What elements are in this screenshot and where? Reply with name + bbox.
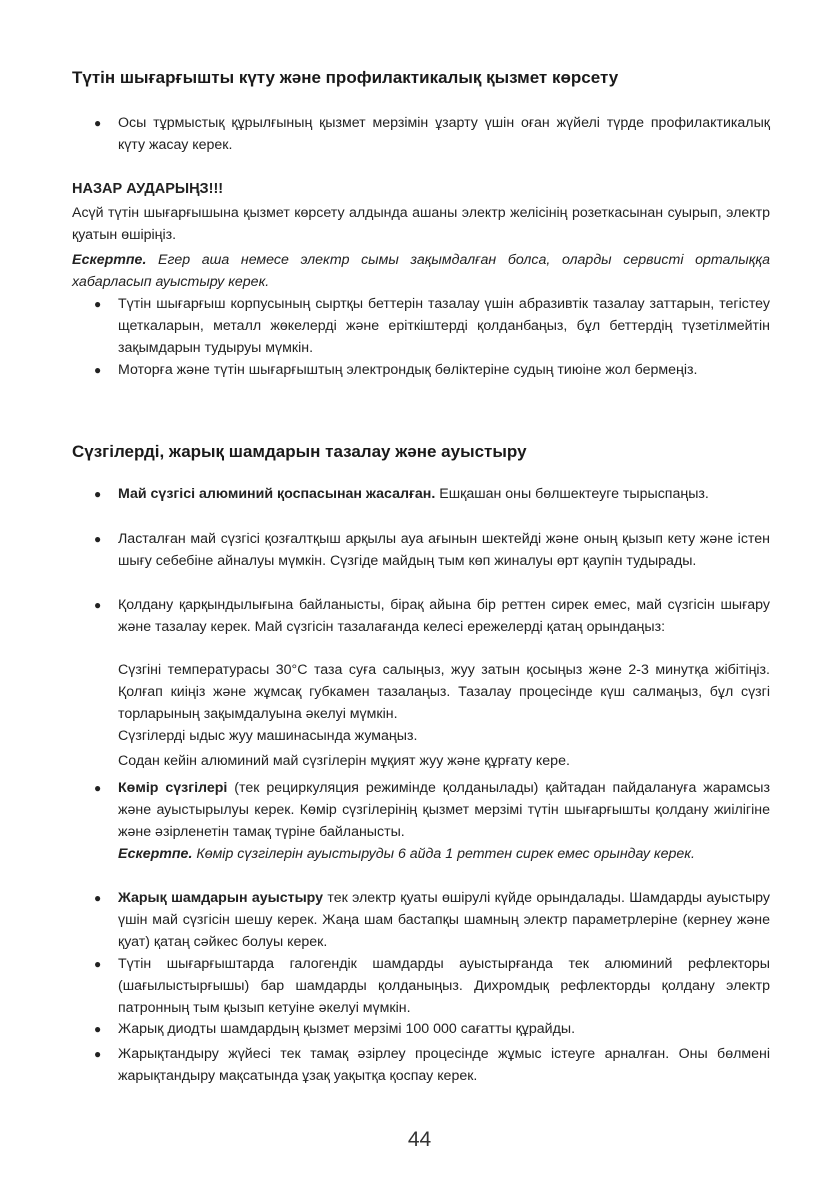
filter-item-7: Жарық диодты шамдардың қызмет мерзімі 100 000 сағатты құрайды. — [118, 1021, 576, 1037]
warning-text: Асүй түтін шығарғышына қызмет көрсету алдында ашаны электр желісінің розеткасынан суырып, электр қуатын өшіріңіз. — [72, 205, 770, 243]
bullet-icon: ● — [94, 487, 102, 501]
bullet-icon: ● — [94, 598, 102, 612]
filter-item-3-paragraph-3: Содан кейін алюминий май сүзгілерін мұқият жуу және құрғату кере. — [118, 753, 570, 769]
maintenance-item-3: Моторға және түтін шығарғыштың электрондық бөліктеріне судың тиюіне жол бермеңіз. — [118, 362, 698, 378]
filter-item-8: Жарықтандыру жүйесі тек тамақ әзірлеу процесінде жұмыс істеуге арналған. Оны бөлмені жарықтандыру мақсатында ұзақ уақытқа қоспау керек. — [118, 1046, 770, 1084]
filter-item-4 — [118, 777, 770, 843]
bullet-icon: ● — [94, 1022, 102, 1036]
note-text: Егер аша немесе электр сымы зақымдалған болса, оларды сервисті орталыққа хабарласып ауыстыру керек. — [72, 252, 770, 290]
note-charcoal-label: Ескертпе. — [118, 846, 193, 862]
bullet-icon: ● — [94, 781, 102, 795]
filter-item-5-text: тек электр қуаты өшірулі күйде орындалады. Шамдарды ауыстыру үшін май сүзгісін шешу керек. Жаңа шам бастапқы шамның электр параметрлеріне (кернеу және қуат) қатаң сәйкес болуы керек. — [118, 890, 770, 950]
filter-item-4-text: (тек рециркуляция режимінде қолданылады) қайтадан пайдалануға жарамсыз және ауыстырылуы керек. Көмір сүзгілерінің қызмет мерзімі түтін шығарғышты қолдану жиілігіне және әзірленетін тамақ түріне байланысты. — [118, 780, 770, 840]
filter-item-3-paragraph-2: Сүзгілерді ыдыс жуу машинасында жумаңыз. — [118, 728, 418, 744]
bullet-icon: ● — [94, 532, 102, 546]
bullet-icon: ● — [94, 116, 102, 130]
filter-item-1-bold: Май сүзгісі алюминий қоспасынан жасалған. — [118, 486, 436, 502]
note-plug — [72, 249, 770, 293]
filter-item-1 — [118, 483, 770, 505]
bullet-icon: ● — [94, 1047, 102, 1061]
page-number: 44 — [407, 1128, 432, 1151]
filter-item-5-bold: Жарық шамдарын ауыстыру — [118, 890, 324, 906]
maintenance-item-2: Түтін шығарғыш корпусының сыртқы беттерін тазалау үшін абразивтік тазалау заттарын, тегістеу щеткаларын, металл жөкелерді және еріткіштерді қолданбаңыз, бұл беттердің түзетілмейтін зақымдарын тудыруы мүмкін. — [118, 296, 770, 356]
bullet-icon: ● — [94, 891, 102, 905]
filter-item-1-text: Ешқашан оны бөлшектеуге тырыспаңыз. — [435, 486, 709, 502]
filter-item-3: Қолдану қарқындылығына байланысты, бірақ айына бір реттен сирек емес, май сүзгісін шығару және тазалау керек. Май сүзгісін тазалағанда келесі ережелерді қатаң орындаңыз: — [118, 597, 770, 635]
filter-item-3-paragraph-1: Сүзгіні температурасы 30°C таза суға салыңыз, жуу затын қосыңыз және 2-3 минутқа жібітіңіз. Қолғап киіңіз және жұмсақ губкамен тазалаңыз. Тазалау процесінде күш салмаңыз, бұл сүзгі торларының зақымдалуына әкелуі мүмкін. — [118, 662, 770, 722]
section-title-maintenance: Түтін шығарғышты күту және профилактикалық қызмет көрсету — [72, 68, 619, 87]
filter-item-4-bold: Көмір сүзгілері — [118, 780, 228, 796]
filter-item-2: Ласталған май сүзгісі қозғалтқыш арқылы ауа ағынын шектейді және оның қызып кету және істен шығу себебіне айналуы мүмкін. Сүзгіде майдың тым көп жиналуы өрт қаупін тудырады. — [118, 531, 770, 569]
note-label: Ескертпе. — [72, 252, 147, 268]
bullet-icon: ● — [94, 957, 102, 971]
note-charcoal-text: Көмір сүзгілерін ауыстыруды 6 айда 1 реттен сирек емес орындау керек. — [192, 846, 695, 862]
maintenance-item-1: Осы тұрмыстық құрылғының қызмет мерзімін ұзарту үшін оған жүйелі түрде профилактикалық күту жасау керек. — [118, 115, 770, 153]
note-charcoal — [118, 843, 770, 865]
warning-title: НАЗАР АУДАРЫҢЗ!!! — [72, 181, 224, 197]
section-title-filters: Сүзгілерді, жарық шамдарын тазалау және ауыстыру — [72, 442, 527, 461]
bullet-icon: ● — [94, 363, 102, 377]
filter-item-6: Түтін шығарғыштарда галогендік шамдарды ауыстырғанда тек алюминий рефлекторы (шағылыстырғышы) бар шамдарды қолданыңыз. Дихромдық рефлекторды қолдану электр патронның тым қызып кетуіне әкелуі мүмкін. — [118, 956, 770, 1016]
filter-item-5 — [118, 887, 770, 953]
bullet-icon: ● — [94, 297, 102, 311]
